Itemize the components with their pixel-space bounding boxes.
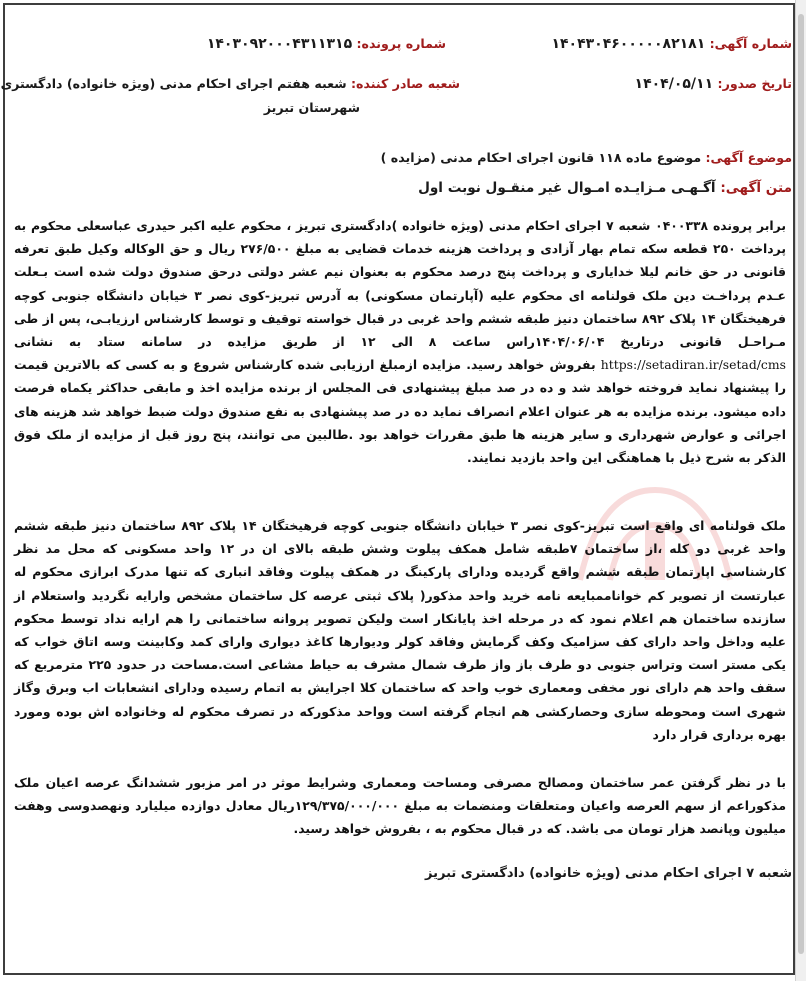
- paragraph1-part2: بفروش خواهد رسید. مزایده ازمبلغ ارزیابی شده کارشناس شروع و به کسی که بالاترین قیمت را پیشنهاد نماید فروخته خواهد شد و ده در صد مبلغ پیشنهادی فی المجلس از برنده مزایده اخذ و مابقی حداکثر یکماه فرصت داده میشود. برنده مزایده به هر عنوان اعلام انصراف نماید ده در صد پیشنهادی به نفع صندوق دولت ضبط خواهد شد هزینه های اجرائی و عوارض شهرداری و سایر هزینه ها طبق مقررات خواهد بود .طالبین می توانند، پنج روز قبل از مزایده از ملک فوق الذکر به شرح ذیل با هماهنگی این واحد بازدید نمایند.: [14, 357, 786, 466]
- issuer-value-line2: شهرستان تبریز: [263, 100, 360, 115]
- issue-date: [635, 76, 792, 92]
- text-heading: [418, 180, 792, 196]
- scrollbar-thumb[interactable]: [798, 14, 804, 954]
- subject-value: موضوع ماده ۱۱۸ قانون اجرای احکام مدنی (مزایده ): [380, 150, 702, 165]
- paragraph-property-description: ملک قولنامه ای واقع است تبریز-کوی نصر ۳ خیابان دانشگاه جنوبی کوچه فرهیختگان ۱۴ پلاک ۸۹۲ ساختمان دنیز طبقه ششم واحد غربی دو کله ،از ساختمان ۷طبقه شامل همکف پیلوت وشش طبقه بالای ان در ۱۲ واحد مسکونی که محل مد نظر کارشناسی اپارتمان طبقه ششم واقع گردیده ودارای پارکینگ در همکف پیلوت وفاقد انباری که تنها مدرک ابرازی محکوم له عبارتست از تصویر کم خواناممبایعه نامه خرید واحد مذکور( پلاک ثبتی عرصه کل ساختمان مشخص وارایه نگردید واستعلام از سازنده ساختمان هم اعلام نمود که در مرحله اخذ پایانکار است ولیکن تصویر پروانه ساختمانی را هم ارایه نداد توسط محکوم علیه وداخل واحد دارای کف سزامیک وکف گرمایش وفاقد کولر ودیوارها کاغذ دیواری وارای کمد وکابینت وسه اتاق خواب که یکی مستر است وتراس جنوبی دو طرف باز واز طرف شمال مشرف به حیاط مشاعی است.مساحت در حدود ۲۲۵ مترمربع که سقف واحد هم دارای نور مخفی ومعماری خوب واحد که ساختمان کلا اجرایش به اتمام رسیده ودارای انشعابات اب وبرق وگاز شهری است ومحوطه سازی وحصارکشی هم انجام گرفته است وواحد مذکورکه در تصرف محکوم له وخانواده اش بوده ومورد بهره برداری قرار دارد: [14, 518, 786, 742]
- issue-date-label: تاریخ صدور:: [717, 76, 792, 91]
- subject-label: موضوع آگهی:: [705, 150, 792, 165]
- issuer: [1, 76, 460, 91]
- paragraph-auction-terms: [14, 214, 786, 469]
- ad-number: [551, 36, 792, 52]
- ad-number-label: شماره آگهی:: [709, 36, 792, 51]
- issuer-line2: [264, 100, 360, 115]
- issuer-label: شعبه صادر کننده:: [350, 76, 460, 91]
- issue-date-value: ۱۴۰۴/۰۵/۱۱: [634, 76, 714, 92]
- ad-number-value: ۱۴۰۴۳۰۴۶۰۰۰۰۰۸۲۱۸۱: [551, 36, 706, 52]
- issuer-value-line1: شعبه هفتم اجرای احکام مدنی (ویژه خانواده) دادگستری: [0, 76, 347, 91]
- setad-url-link[interactable]: https://setadiran.ir/setad/cms: [600, 357, 786, 373]
- case-number-value: ۱۴۰۳۰۹۲۰۰۰۴۳۱۱۳۱۵: [206, 36, 353, 52]
- text-title: آگـهـی مـزایـده امـوال غیر منقـول نوبت اول: [418, 180, 716, 196]
- text-label: متن آگهی:: [720, 180, 792, 196]
- paragraph1-part1: برابر پرونده ۰۴۰۰۳۳۸ شعبه ۷ اجرای احکام مدنی (ویژه خانواده )دادگستری تبریز ، محکوم علیه اکبر حیدری عباسعلی محکوم به پرداخت ۲۵۰ قطعه سکه تمام بهار آزادی و پرداخت هزینه خدمات قضایی به مبلغ ۲۷۶/۵۰۰ ریال و حق الوکاله وکیل طبق تعرفه قانونی در حق خانم لیلا خدایاری و پرداخت پنج درصد محکوم به بعنوان نیم عشر دولتی درحق صندوق دولت شده است بـعلت عـدم پرداخـت دین ملک قولنامه ای محکوم علیه (آپارتمان مسکونی) به آدرس تبریز-کوی نصر ۳ خیابان دانشگاه جنوبی کوچه فرهیختگان ۱۴ پلاک ۸۹۲ ساختمان دنیز طبقه ششم واحد غربی در قبال خواسته توقیف و توسط کارشناس ارزیابـی، پس از طی مـراحـل قانونی درتاریخ ۱۴۰۴/۰۶/۰۴راس ساعت ۸ الی ۱۲ از طریق مزایده در سامانه ستاد به نشانی: [14, 218, 787, 350]
- subject: [381, 150, 792, 165]
- paragraph-valuation: با در نظر گرفتن عمر ساختمان ومصالح مصرفی ومساحت ومعماری وشرایط موثر در امر مزبور ششدانگ عرصه اعیان ملک مذکوراعم از سهم العرصه واعیان ومتعلقات ومنضمات به مبلغ ۱۲۹/۳۷۵/۰۰۰/۰۰۰ریال معادل دوازده میلیارد ونهصدوسی وهفت میلیون وپانصد هزار تومان می باشد. که در قبال محکوم به ، بفروش خواهد رسید.: [14, 775, 786, 837]
- signature: شعبه ۷ اجرای احکام مدنی (ویژه خانواده) دادگستری تبریز: [425, 866, 792, 881]
- case-number: [207, 36, 446, 52]
- vertical-scrollbar[interactable]: [795, 0, 806, 981]
- case-number-label: شماره پرونده:: [356, 36, 446, 51]
